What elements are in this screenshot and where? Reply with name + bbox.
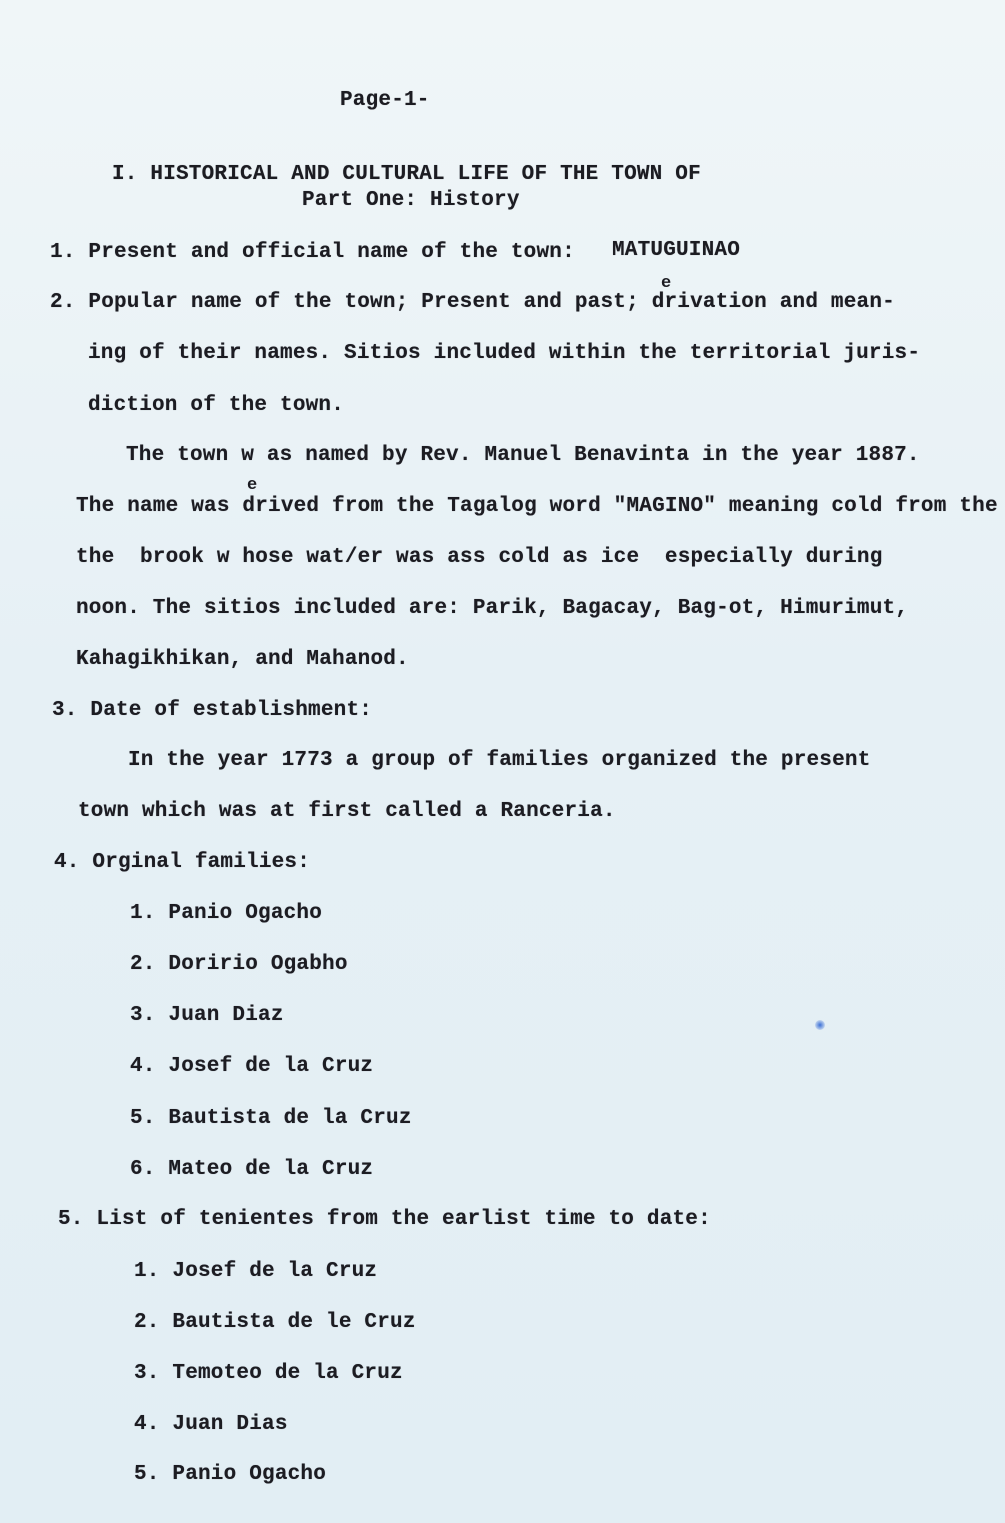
list-item: 4. Juan Dias: [134, 1413, 288, 1436]
q3-label: 3. Date of establishment:: [52, 699, 373, 722]
q5-label: 5. List of tenientes from the earlist time to date:: [58, 1208, 711, 1231]
list-item: 5. Panio Ogacho: [134, 1463, 327, 1486]
q2-answer-correction-mark: e: [247, 476, 258, 495]
q2-answer-line-3: the brook w hose wat/er was ass cold as ice especially during: [76, 546, 883, 569]
q2-line-3: diction of the town.: [88, 394, 345, 417]
list-item: 3. Temoteo de la Cruz: [134, 1362, 403, 1385]
q3-answer-line-1: In the year 1773 a group of families organized the present: [128, 749, 871, 772]
list-item: 1. Panio Ogacho: [130, 902, 323, 925]
list-item: 4. Josef de la Cruz: [130, 1055, 374, 1078]
q2-answer-line-1: The town w as named by Rev. Manuel Benavinta in the year 1887.: [126, 444, 920, 467]
q2-answer-line-5: Kahagikhikan, and Mahanod.: [76, 648, 409, 671]
list-item: 5. Bautista de la Cruz: [130, 1107, 412, 1130]
list-item: 6. Mateo de la Cruz: [130, 1158, 374, 1181]
document-subtitle: Part One: History: [302, 189, 520, 212]
document-title: I. HISTORICAL AND CULTURAL LIFE OF THE TOWN OF: [112, 163, 701, 186]
q2-correction-mark: e: [661, 274, 672, 293]
q1-answer: MATUGUINAO: [612, 239, 741, 262]
ink-blot: [815, 1020, 825, 1030]
q2-line-2: ing of their names. Sitios included within the territorial juris-: [88, 342, 921, 365]
q4-label: 4. Orginal families:: [54, 851, 311, 874]
list-item: 1. Josef de la Cruz: [134, 1260, 378, 1283]
q1-label: 1. Present and official name of the town:: [50, 241, 575, 264]
q2-answer-line-4: noon. The sitios included are: Parik, Bagacay, Bag-ot, Himurimut,: [76, 597, 909, 620]
page-label: Page-1-: [340, 89, 430, 112]
list-item: 2. Bautista de le Cruz: [134, 1311, 416, 1334]
q2-line-1: 2. Popular name of the town; Present and past; drivation and mean-: [50, 291, 895, 314]
list-item: 3. Juan Diaz: [130, 1004, 284, 1027]
q2-answer-line-2: The name was drived from the Tagalog word "MAGINO" meaning cold from the: [76, 495, 998, 518]
list-item: 2. Doririo Ogabho: [130, 953, 348, 976]
q3-answer-line-2: town which was at first called a Ranceria.: [78, 800, 616, 823]
